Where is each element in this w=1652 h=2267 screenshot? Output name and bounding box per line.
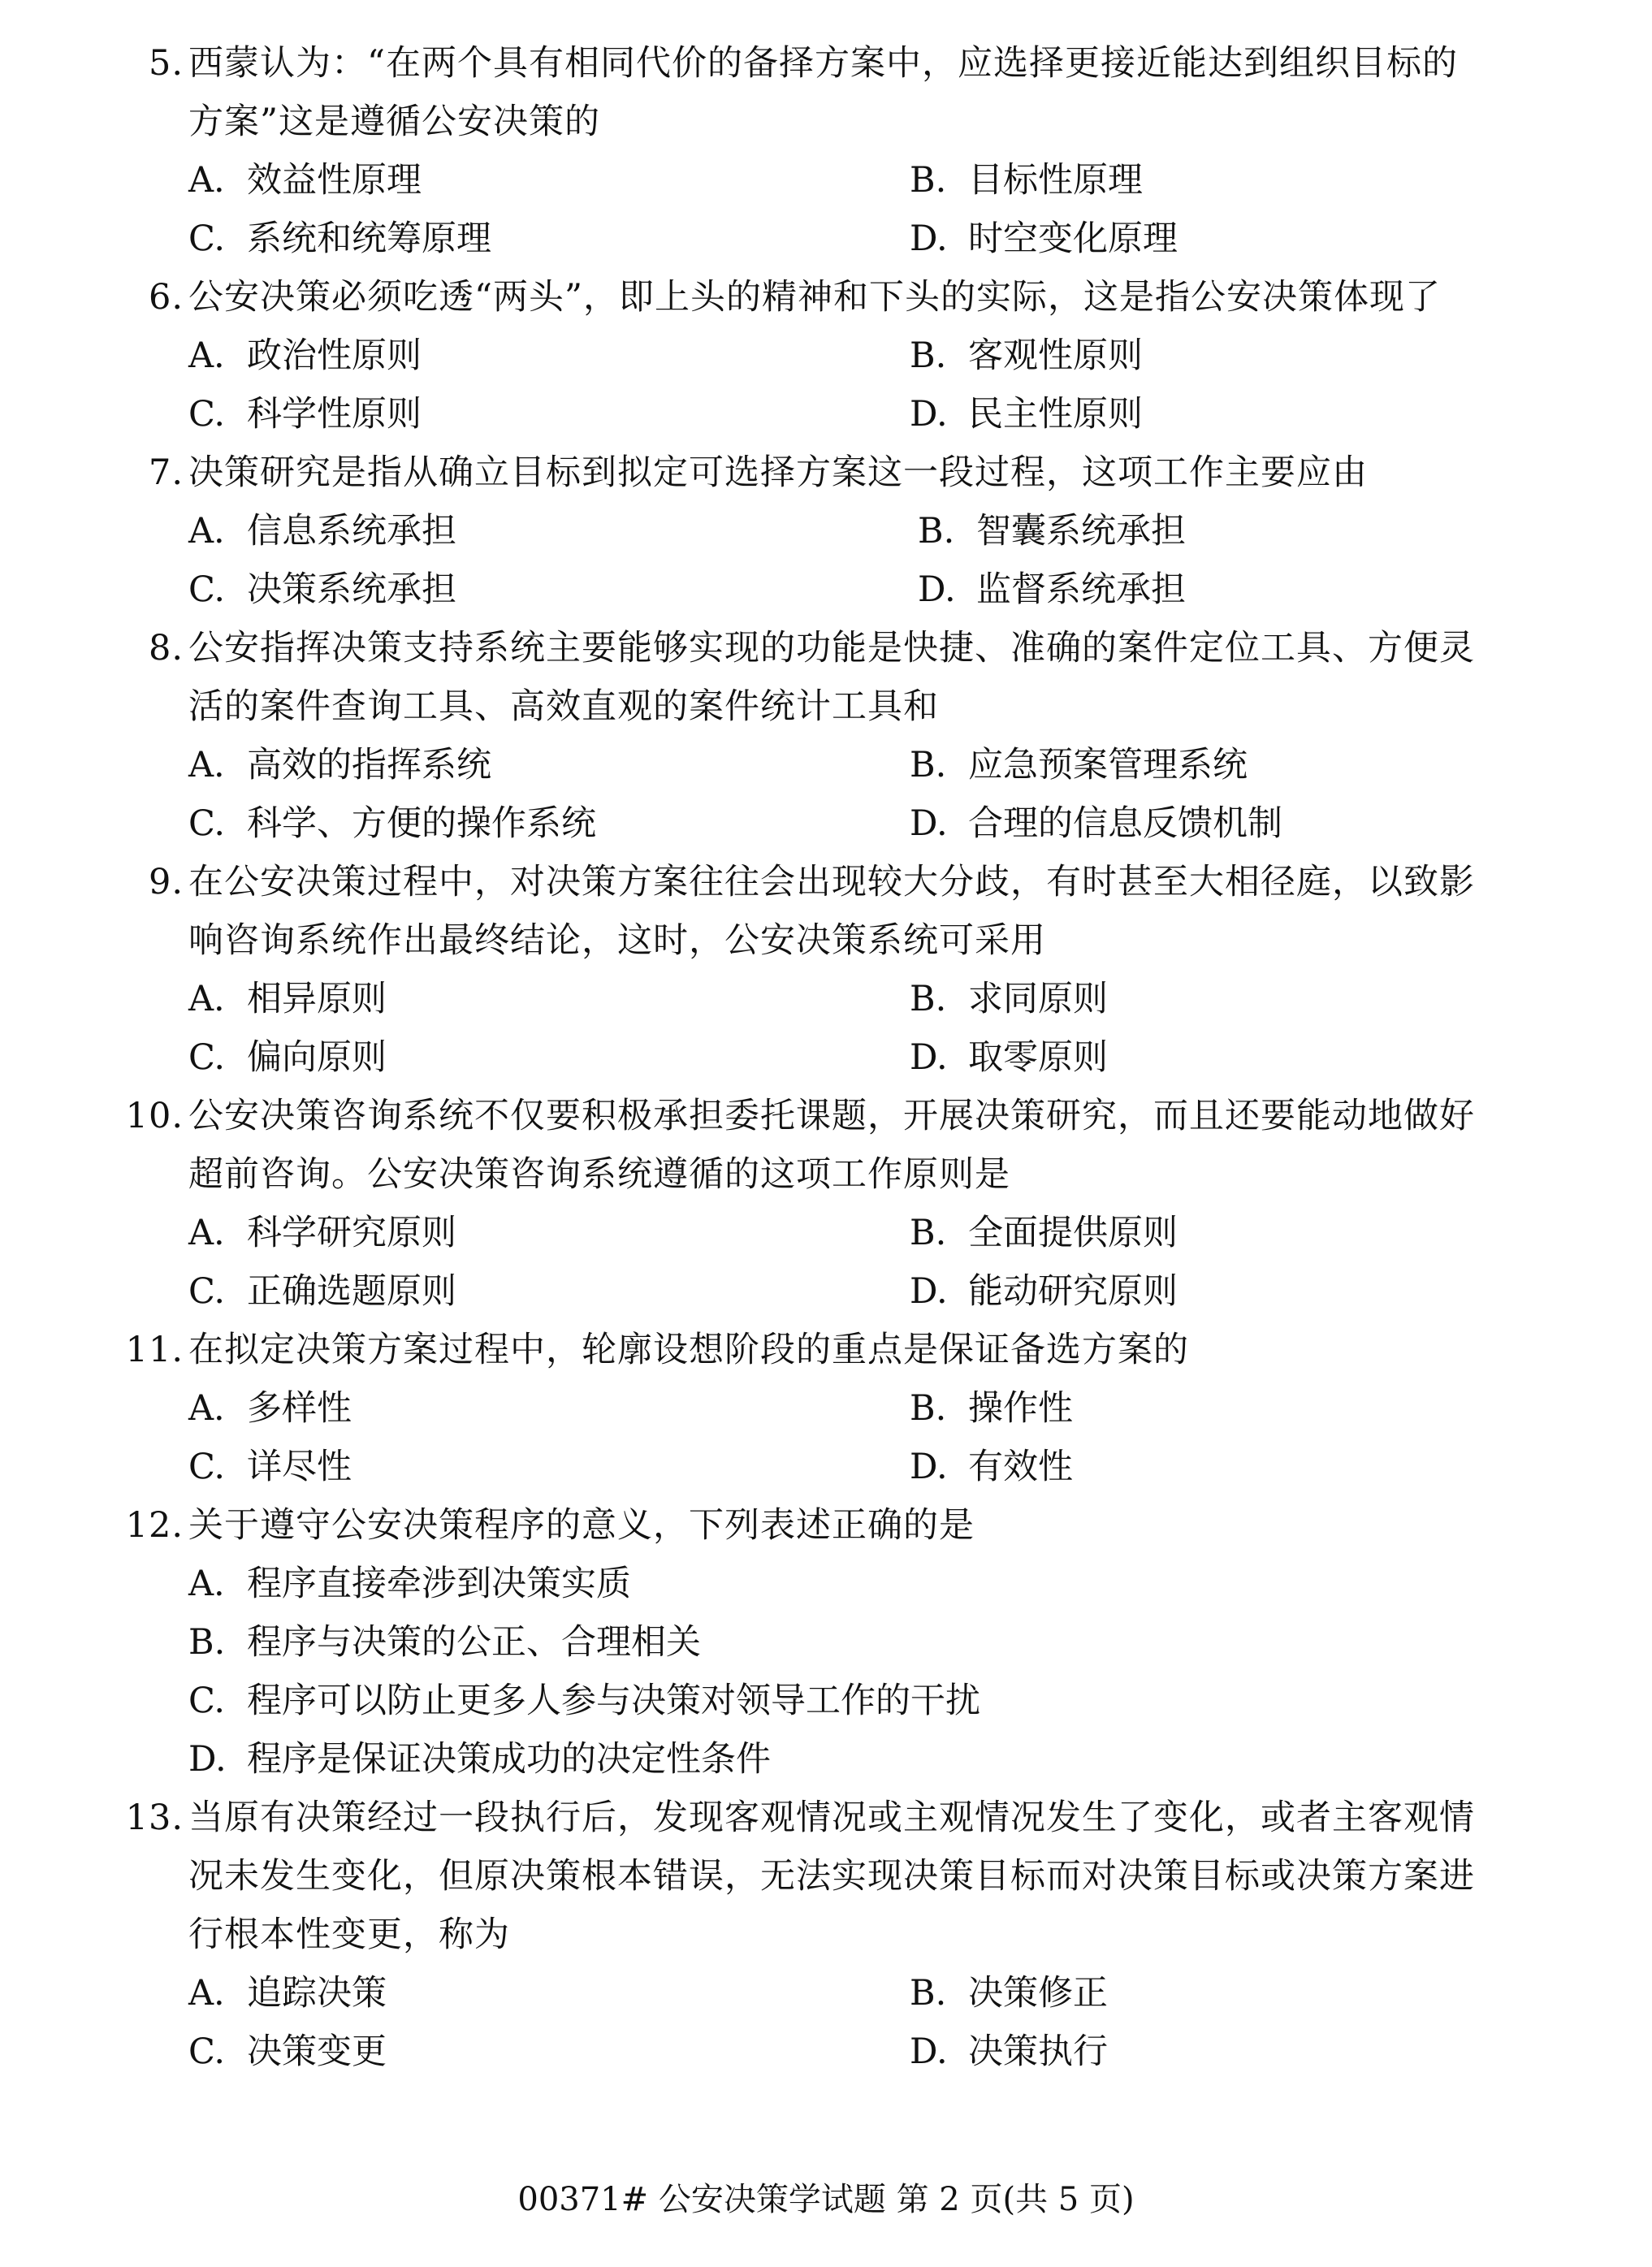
option-letter: D. [910, 394, 948, 435]
option-text: 追踪决策 [247, 1973, 387, 2014]
option-d [0, 1730, 1652, 1789]
option-letter: B. [910, 335, 947, 376]
question-6 [0, 268, 1652, 443]
option-letter: A. [188, 335, 225, 376]
question-number: 5. [148, 43, 184, 84]
option-c [188, 560, 456, 619]
question-number: 6. [148, 277, 184, 318]
option-text: 偏向原则 [247, 1037, 387, 1078]
option-letter: D. [910, 1037, 948, 1078]
option-a [188, 1204, 456, 1262]
option-a [188, 736, 491, 794]
question-number: 12. [125, 1505, 184, 1546]
question-text: 当原有决策经过一段执行后，发现客观情况或主观情况发生了变化，或者主客观情况未发生变化，但原决策根本错误，无法实现决策目标而对决策目标或决策方案进行根本性变更，称为 [188, 1798, 1475, 1955]
option-text: 程序与决策的公正、合理相关 [247, 1622, 701, 1663]
option-letter: C. [188, 1447, 226, 1487]
option-list [0, 327, 1652, 443]
option-letter: C. [188, 1681, 226, 1721]
option-a [188, 502, 456, 560]
option-a [188, 1964, 387, 2023]
question-number: 13. [125, 1798, 184, 1838]
question-stem [0, 443, 1488, 502]
option-a [188, 151, 422, 210]
question-12 [0, 1496, 1652, 1789]
option-letter: A. [188, 1213, 225, 1253]
option-d [910, 2023, 1108, 2081]
option-letter: D. [910, 1447, 948, 1487]
option-text: 有效性 [968, 1447, 1073, 1487]
option-c [0, 1672, 1652, 1730]
option-letter: A. [188, 1388, 225, 1429]
option-letter: B. [910, 160, 947, 201]
option-letter: D. [188, 1739, 227, 1780]
option-text: 科学、方便的操作系统 [247, 803, 596, 844]
option-b [910, 1964, 1108, 2023]
question-stem [0, 268, 1488, 327]
question-13 [0, 1789, 1652, 2081]
question-11 [0, 1321, 1652, 1496]
option-a [0, 1555, 1652, 1613]
question-stem [0, 1087, 1488, 1204]
option-text: 多样性 [247, 1388, 352, 1429]
question-stem [0, 619, 1488, 736]
option-letter: D. [910, 218, 948, 259]
option-c [188, 1028, 387, 1087]
option-c [188, 1262, 456, 1321]
option-a [188, 970, 387, 1028]
question-stem [0, 853, 1488, 970]
question-list [0, 34, 1652, 2081]
option-letter: C. [188, 1037, 226, 1078]
option-text: 政治性原则 [247, 335, 422, 376]
question-stem [0, 34, 1488, 151]
option-a [188, 1379, 352, 1438]
option-text: 正确选题原则 [247, 1271, 456, 1312]
option-text: 全面提供原则 [968, 1213, 1178, 1253]
option-list [0, 1555, 1652, 1789]
option-text: 取零原则 [968, 1037, 1108, 1078]
option-a [188, 327, 422, 385]
option-letter: B. [910, 1388, 947, 1429]
option-text: 操作性 [968, 1388, 1073, 1429]
option-b [910, 327, 1143, 385]
option-letter: A. [188, 1973, 225, 2014]
option-list [0, 1964, 1652, 2081]
question-number: 7. [148, 452, 184, 493]
question-8 [0, 619, 1652, 853]
question-stem [0, 1496, 1488, 1555]
page-footer: 00371# 公安决策学试题 第 2 页(共 5 页) [517, 2181, 1135, 2218]
question-10 [0, 1087, 1652, 1321]
question-text: 公安决策咨询系统不仅要积极承担委托课题，开展决策研究，而且还要能动地做好超前咨询。公安决策咨询系统遵循的这项工作原则是 [188, 1096, 1475, 1195]
question-number: 9. [148, 862, 184, 902]
option-letter: D. [910, 2031, 948, 2072]
option-letter: D. [910, 803, 948, 844]
option-text: 详尽性 [247, 1447, 352, 1487]
option-text: 合理的信息反馈机制 [968, 803, 1282, 844]
option-letter: A. [188, 979, 225, 1019]
option-d [910, 1438, 1073, 1496]
question-text: 在拟定决策方案过程中，轮廓设想阶段的重点是保证备选方案的 [188, 1330, 1189, 1370]
question-text: 关于遵守公安决策程序的意义，下列表述正确的是 [188, 1505, 975, 1546]
question-text: 在公安决策过程中，对决策方案往往会出现较大分歧，有时甚至大相径庭，以致影响咨询系统作出最终结论，这时，公安决策系统可采用 [188, 862, 1475, 961]
option-letter: B. [910, 979, 947, 1019]
question-text: 西蒙认为：“在两个具有相同代价的备择方案中，应选择更接近能达到组织目标的方案”这是遵循公安决策的 [188, 43, 1458, 142]
option-c [188, 794, 596, 853]
option-text: 应急预案管理系统 [968, 745, 1248, 785]
option-letter: C. [188, 569, 226, 610]
option-d [910, 1028, 1108, 1087]
option-text: 效益性原理 [247, 160, 422, 201]
question-5 [0, 34, 1652, 268]
option-text: 客观性原则 [968, 335, 1143, 376]
option-letter: C. [188, 218, 226, 259]
option-text: 决策系统承担 [247, 569, 456, 610]
question-number: 10. [125, 1096, 184, 1136]
option-b [910, 970, 1108, 1028]
option-letter: A. [188, 511, 225, 552]
option-list [0, 1379, 1652, 1496]
option-text: 程序是保证决策成功的决定性条件 [247, 1739, 771, 1780]
option-d [910, 385, 1143, 443]
option-text: 能动研究原则 [968, 1271, 1178, 1312]
question-text: 决策研究是指从确立目标到拟定可选择方案这一段过程，这项工作主要应由 [188, 452, 1368, 493]
option-list [0, 970, 1652, 1087]
option-letter: B. [188, 1622, 226, 1663]
option-text: 程序直接牵涉到决策实质 [247, 1564, 631, 1604]
question-stem [0, 1321, 1488, 1379]
option-d [910, 1262, 1178, 1321]
option-text: 决策变更 [247, 2031, 387, 2072]
question-text: 公安决策必须吃透“两头”，即上头的精神和下头的实际，这是指公安决策体现了 [188, 277, 1441, 318]
question-9 [0, 853, 1652, 1087]
option-letter: A. [188, 745, 225, 785]
option-text: 相异原则 [247, 979, 387, 1019]
option-text: 科学性原则 [247, 394, 422, 435]
option-list [0, 736, 1652, 853]
option-letter: C. [188, 803, 226, 844]
option-c [188, 210, 491, 268]
option-b [910, 151, 1143, 210]
option-text: 决策执行 [968, 2031, 1108, 2072]
option-letter: A. [188, 1564, 225, 1604]
option-text: 智囊系统承担 [976, 511, 1186, 552]
option-list [0, 1204, 1652, 1321]
option-c [188, 1438, 352, 1496]
option-b [910, 1379, 1073, 1438]
question-number: 8. [148, 628, 184, 668]
option-b [0, 1613, 1652, 1672]
option-list [0, 502, 1652, 619]
option-b [910, 736, 1248, 794]
option-text: 决策修正 [968, 1973, 1108, 2014]
option-text: 科学研究原则 [247, 1213, 456, 1253]
option-c [188, 385, 422, 443]
option-text: 程序可以防止更多人参与决策对领导工作的干扰 [247, 1681, 980, 1721]
option-text: 系统和统筹原理 [247, 218, 491, 259]
option-list [0, 151, 1652, 268]
option-letter: B. [910, 1973, 947, 2014]
question-7 [0, 443, 1652, 619]
option-text: 信息系统承担 [247, 511, 456, 552]
option-letter: A. [188, 160, 225, 201]
option-b [910, 1204, 1178, 1262]
option-text: 民主性原则 [968, 394, 1143, 435]
option-text: 时空变化原理 [968, 218, 1178, 259]
option-text: 求同原则 [968, 979, 1108, 1019]
option-letter: C. [188, 2031, 226, 2072]
question-stem [0, 1789, 1488, 1964]
option-letter: C. [188, 394, 226, 435]
option-letter: C. [188, 1271, 226, 1312]
question-text: 公安指挥决策支持系统主要能够实现的功能是快捷、准确的案件定位工具、方便灵活的案件查询工具、高效直观的案件统计工具和 [188, 628, 1475, 727]
option-text: 监督系统承担 [976, 569, 1186, 610]
question-number: 11. [125, 1330, 184, 1370]
option-d [910, 210, 1178, 268]
option-d [910, 794, 1282, 853]
option-letter: B. [918, 511, 955, 552]
option-c [188, 2023, 387, 2081]
option-text: 目标性原理 [968, 160, 1143, 201]
option-b [918, 502, 1186, 560]
option-d [918, 560, 1186, 619]
option-letter: D. [910, 1271, 948, 1312]
option-letter: B. [910, 1213, 947, 1253]
option-letter: D. [918, 569, 956, 610]
option-letter: B. [910, 745, 947, 785]
option-text: 高效的指挥系统 [247, 745, 491, 785]
